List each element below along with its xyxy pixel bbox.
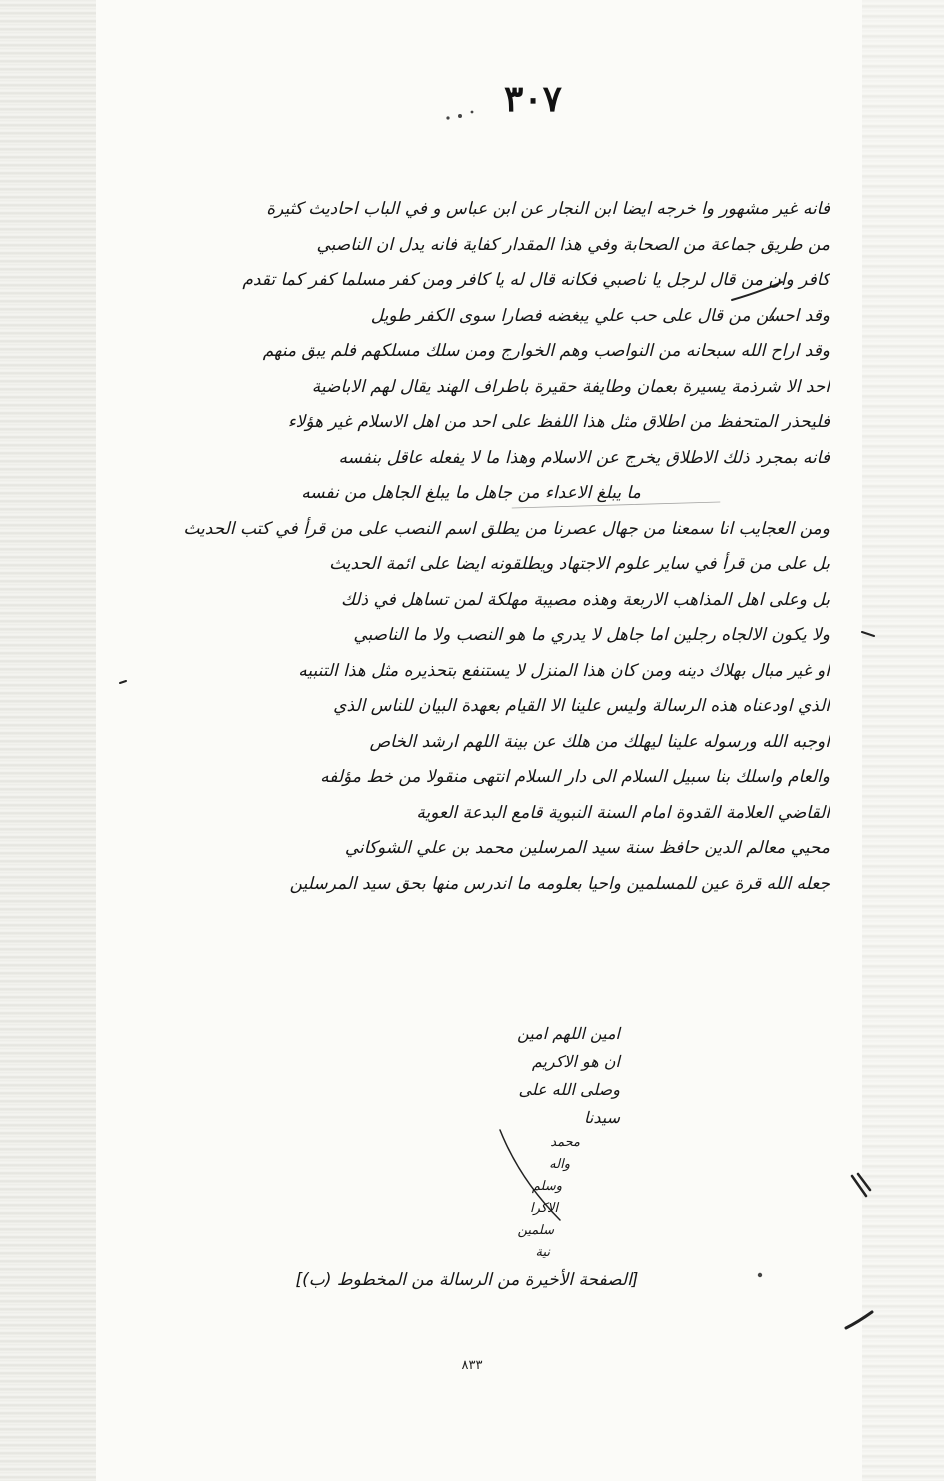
text-line: او غير مبال بهلاك دينه ومن كان هذا المنزل لا يستنفع بتحذيره مثل هذا التنبيه [298, 660, 830, 681]
verse-line: ما يبلغ الاعداء من جاهل ما يبلغ الجاهل من نفسه [301, 483, 641, 503]
signature-line: سلمين [517, 1223, 554, 1238]
signature-line: نية [535, 1245, 550, 1260]
signature-line: ان هو الاكريم [531, 1052, 620, 1071]
page-number-top: ٣٠٧ [503, 78, 562, 120]
text-line: الذي اودعناه هذه الرسالة وليس علينا الا القيام بعهدة البيان للناس الذي [333, 696, 830, 716]
page-number-bottom: ٨٣٣ [461, 1358, 483, 1373]
signature-line: وصلى الله على [518, 1080, 620, 1099]
margin-dash-right [862, 632, 874, 636]
text-line: اوجبه الله ورسوله علينا ليهلك من هلك عن بينة اللهم ارشد الخاص [369, 731, 830, 752]
signature-line: الاكرا [530, 1201, 558, 1216]
text-line: من طريق جماعة من الصحابة وفي هذا المقدار كفاية فانه يدل ان الناصبي [316, 234, 830, 255]
text-line: بل على من قرأ في ساير علوم الاجتهاد ويطلقونه ايضا على ائمة الحديث [329, 554, 830, 574]
margin-arrow-right [852, 1174, 870, 1196]
amen-line: امين اللهم امين [517, 1024, 620, 1043]
margin-stroke-bottom-right [846, 1312, 872, 1328]
signature-block [410, 1020, 620, 1264]
text-line: وقد احسن من قال على حب علي يبغضه فصارا سوى الكفر طويل [370, 305, 830, 326]
text-line: ولا يكون الالجاه رجلين اما جاهل لا يدري ما هو النصب ولا ما الناصبي [353, 625, 830, 645]
text-line: فانه غير مشهور وا خرجه ايضا ابن النجار عن ابن عباس و في الباب احاديث كثيرة [266, 199, 830, 219]
text-line: القاضي العلامة القدوة امام السنة النبوية قامع البدعة العوية [416, 802, 830, 823]
text-line: والعام واسلك بنا سبيل السلام الى دار السلام انتهى منقولا من خط مؤلفه [320, 767, 830, 787]
text-line: ومن العجايب انا سمعنا من جهال عصرنا من يطلق اسم النصب على من قرأ في كتب الحديث [183, 518, 830, 539]
text-line: كافر وان من قال لرجل يا ناصبي فكانه قال له يا كافر ومن كفر مسلما كفر كما تقدم [242, 270, 830, 290]
text-line: احد الا شرذمة يسيرة بعمان وطايفة حقيرة باطراف الهند يقال لهم الاباضية [311, 376, 830, 397]
signature-line: محمد [550, 1135, 580, 1150]
manuscript-text [112, 192, 830, 902]
manuscript-caption: [الصفحة الأخيرة من الرسالة من المخطوط (ب)] [295, 1270, 639, 1290]
text-line: فليحذر المتحفظ من اطلاق مثل هذا اللفظ على احد من اهل الاسلام غير هؤلاء [287, 412, 830, 432]
signature-line: سيدنا [584, 1108, 620, 1127]
text-line: بل وعلى اهل المذاهب الاربعة وهذه مصيبة مهلكة لمن تساهل في ذلك [340, 589, 830, 610]
text-line: وقد اراح الله سبحانه من النواصب وهم الخوارج ومن سلك مسلكهم فلم يبق منهم [262, 341, 830, 361]
signature-line: وسلم [531, 1179, 562, 1194]
text-line: محيي معالم الدين حافظ سنة سيد المرسلين محمد بن علي الشوكاني [344, 838, 830, 858]
signature-line: واله [549, 1157, 570, 1172]
text-line: جعله الله قرة عين للمسلمين واحيا بعلومه ما اندرس منها بحق سيد المرسلين [289, 873, 830, 894]
text-line: فانه بمجرد ذلك الاطلاق يخرج عن الاسلام وهذا ما لا يفعله عاقل بنفسه [338, 447, 830, 468]
